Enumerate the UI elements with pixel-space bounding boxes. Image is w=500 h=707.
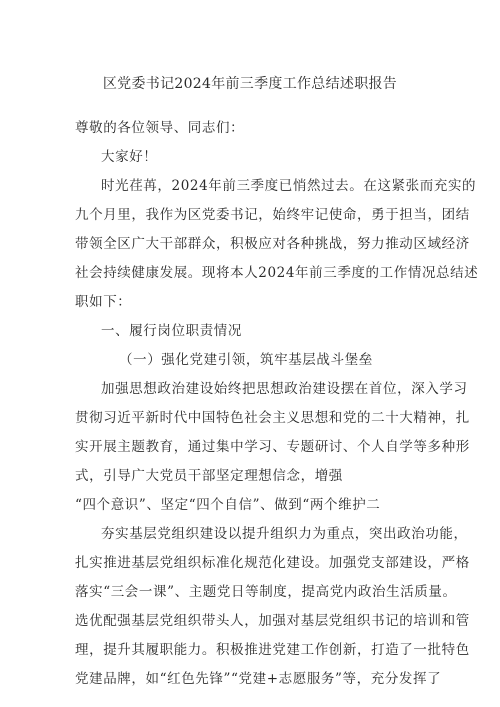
paragraph-line: 选优配强基层党组织带头人，加强对基层党组织书记的培训和管 [75, 613, 470, 629]
paragraph-line: 社会持续健康发展。现将本人2024年前三季度的工作情况总结述 [75, 265, 479, 281]
section-heading: 一、履行岗位职责情况 [101, 323, 242, 339]
paragraph-line: “四个意识”、坚定“四个自信”、做到“两个维护二 [75, 497, 381, 513]
paragraph-line: 贯彻习近平新时代中国特色社会主义思想和党的二十大精神，扎 [75, 410, 470, 426]
paragraph-line: 理，提升其履职能力。积极推进党建工作创新，打造了一批特色 [75, 642, 470, 658]
document-title: 区党委书记2024年前三季度工作总结述职报告 [102, 76, 398, 92]
paragraph-line: 党建品牌，如“红色先锋”“党建+志愿服务”等，充分发挥了 [75, 671, 442, 687]
subsection-heading: （一）强化党建引领，筑牢基层战斗堡垒 [119, 352, 373, 368]
paragraph-line: 扎实推进基层党组织标准化规范化建设。加强党支部建设，严格 [75, 555, 470, 571]
paragraph-line: 职如下： [75, 294, 132, 310]
greeting: 大家好！ [101, 149, 158, 165]
paragraph-line: 夯实基层党组织建设以提升组织力为重点，突出政治功能， [101, 526, 468, 542]
paragraph-line: 式，引导广大党员干部坚定理想信念，增强 [75, 468, 343, 484]
paragraph-line: 时光荏苒，2024年前三季度已悄然过去。在这紧张而充实的 [101, 178, 477, 194]
paragraph-line: 落实“三会一课”、主题党日等制度，提高党内政治生活质量。 [75, 584, 457, 600]
salutation: 尊敬的各位领导、同志们： [75, 120, 245, 136]
paragraph-line: 带领全区广大干部群众，积极应对各种挑战，努力推动区域经济 [75, 236, 470, 252]
paragraph-line: 加强思想政治建设始终把思想政治建设摆在首位，深入学习 [101, 381, 468, 397]
paragraph-line: 九个月里，我作为区党委书记，始终牢记使命，勇于担当，团结 [75, 207, 470, 223]
paragraph-line: 实开展主题教育，通过集中学习、专题研讨、个人自学等多种形 [75, 439, 470, 455]
